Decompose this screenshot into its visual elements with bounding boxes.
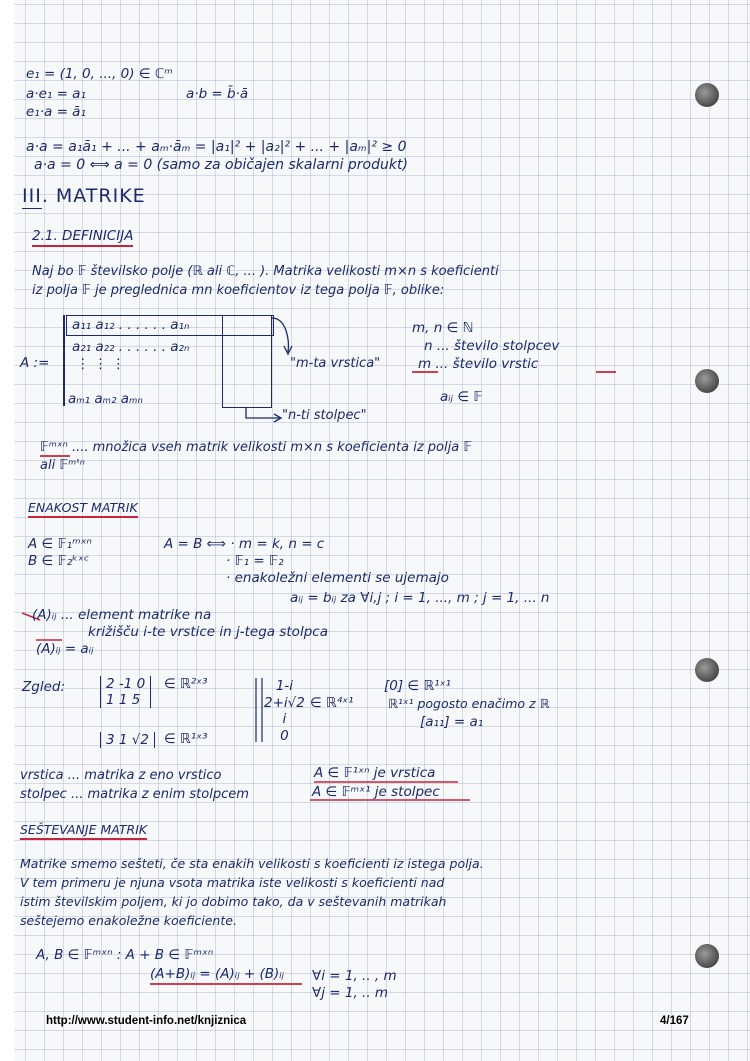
- addition-text-4: seštejemo enakoležne koeficiente.: [20, 913, 237, 928]
- formula-aa-sum: a·a = a₁ā₁ + ... + aₘ·āₘ = |a₁|² + |a₂|² + ... + |aₘ|² ≥ 0: [26, 139, 407, 155]
- equality-heading: [28, 500, 138, 516]
- example-matrix-3-row-3: i: [282, 711, 287, 727]
- equality-cond-3: · enakoležni elementi se ujemajo: [226, 570, 449, 586]
- element-desc-3: (A)ᵢⱼ = aᵢⱼ: [36, 641, 94, 657]
- equality-cond-1: A = B ⟺ · m = k, n = c: [164, 536, 325, 552]
- example-matrix-3: [264, 678, 305, 744]
- example-label: Zgled:: [22, 679, 65, 695]
- equality-cond-4: aᵢⱼ = bᵢⱼ za ∀i,j ; i = 1, ..., m ; j = 1, ... n: [290, 590, 550, 606]
- formula-e1-a: e₁·a = ā₁: [26, 104, 86, 120]
- addition-formula-3: ∀i = 1, .. , m: [312, 968, 397, 984]
- addition-heading-text: SEŠTEVANJE MATRIK: [20, 822, 147, 840]
- matrix-row-dots: ⋮ ⋮ ⋮: [76, 356, 126, 372]
- matrix-row-1: a₁₁ a₁₂ . . . . . . a₁ₙ: [72, 317, 190, 333]
- definition-text-2: iz polja 𝔽 je preglednica mn koeficientov iz tega polja 𝔽, oblike:: [32, 283, 445, 298]
- m-description: m ... število vrstic: [418, 356, 539, 372]
- n-description: n ... število stolpcev: [424, 338, 560, 354]
- equality-cond-2: · 𝔽₁ = 𝔽₂: [226, 553, 284, 569]
- example-matrix-1-set: ∈ ℝ²ˣ³: [164, 676, 208, 692]
- example-matrix-3-row-1: 1-i: [275, 678, 294, 694]
- addition-text-2: V tem primeru je njuna vsota matrika iste velikosti s koeficienti nad: [20, 875, 445, 890]
- matrix-set-line-1: 𝔽ᵐˣⁿ .... množica vseh matrik velikosti m×n s koeficienta iz polja 𝔽: [40, 440, 473, 455]
- mn-in-n: m, n ∈ ℕ: [412, 320, 474, 336]
- example-matrix-3-row-4: 0: [280, 727, 289, 744]
- matrix-row-m: aₘ₁ aₘ₂ aₘₙ: [68, 391, 143, 407]
- matrix-set-line-2: ali 𝔽ᵐ'ⁿ: [40, 458, 85, 473]
- example-matrix-3-set: ∈ ℝ⁴ˣ¹: [310, 695, 354, 711]
- formula-e1: e₁ = (1, 0, ..., 0) ∈ ℂᵐ: [26, 66, 173, 82]
- nth-col-label: "n-ti stolpec": [282, 408, 367, 423]
- example-matrix-4-note: ℝ¹ˣ¹ pogosto enačimo z ℝ: [388, 696, 550, 711]
- addition-heading: [20, 822, 147, 838]
- example-matrix-3-row-2: 2+i√2: [264, 694, 305, 711]
- chapter-name: . MATRIKE: [41, 185, 146, 207]
- page-number: 4/167: [660, 1015, 689, 1027]
- element-desc-2: križišču i-te vrstice in j-tega stolpca: [88, 624, 328, 640]
- definition-heading-text: 2.1. DEFINICIJA: [32, 228, 133, 247]
- addition-text-3: istim številskim poljem, ki jo dobimo tako, da v seštevanih matrikah: [20, 894, 447, 909]
- column-set: A ∈ 𝔽ᵐˣ¹ je stolpec: [312, 784, 440, 800]
- example-matrix-4: [0] ∈ ℝ¹ˣ¹: [384, 678, 451, 694]
- example-matrix-1: [100, 676, 151, 708]
- example-matrix-2: 3 1 √2: [100, 732, 155, 748]
- example-matrix-1-row-2: 1 1 5: [106, 692, 141, 708]
- formula-aa-zero: a·a = 0 ⟺ a = 0 (samo za običajen skalarni produkt): [34, 157, 408, 173]
- element-desc-1: (A)ᵢⱼ ... element matrike na: [32, 607, 212, 623]
- addition-formula-4: ∀j = 1, .. m: [312, 985, 389, 1001]
- footer-url[interactable]: http://www.student-info.net/knjiznica: [46, 1015, 247, 1027]
- example-matrix-4-eq: [a₁₁] = a₁: [420, 714, 484, 730]
- row-definition: vrstica ... matrika z eno vrstico: [20, 768, 222, 783]
- addition-formula-2: (A+B)ᵢⱼ = (A)ᵢⱼ + (B)ᵢⱼ: [150, 966, 285, 982]
- matrix-a-label: A :=: [20, 355, 50, 371]
- chapter-roman: III: [22, 185, 42, 207]
- matrix-row-2: a₂₁ a₂₂ . . . . . . a₂ₙ: [72, 339, 190, 355]
- equality-a-in: A ∈ 𝔽₁ᵐˣⁿ: [28, 536, 92, 552]
- mth-row-label: "m-ta vrstica": [290, 356, 381, 371]
- formula-a-e1: a·e₁ = a₁: [26, 86, 86, 102]
- row-set: A ∈ 𝔽¹ˣⁿ je vrstica: [314, 765, 436, 781]
- formula-ab: a·b = b̄·ā: [186, 86, 249, 102]
- equality-b-in: B ∈ 𝔽₂ᵏˣᶜ: [28, 553, 89, 569]
- example-matrix-2-set: ∈ ℝ¹ˣ³: [164, 731, 208, 747]
- column-definition: stolpec ... matrika z enim stolpcem: [20, 787, 249, 802]
- addition-text-1: Matrike smemo sešteti, če sta enakih velikosti s koeficienti iz istega polja.: [20, 856, 484, 871]
- definition-text-1: Naj bo 𝔽 številsko polje (ℝ ali ℂ, ... ). Matrika velikosti m×n s koeficienti: [32, 264, 499, 279]
- addition-formula-1: A, B ∈ 𝔽ᵐˣⁿ : A + B ∈ 𝔽ᵐˣⁿ: [36, 947, 214, 963]
- example-matrix-1-row-1: 2 -1 0: [106, 676, 146, 692]
- aij-in-f: aᵢⱼ ∈ 𝔽: [440, 389, 483, 405]
- equality-heading-text: ENAKOST MATRIK: [28, 500, 138, 518]
